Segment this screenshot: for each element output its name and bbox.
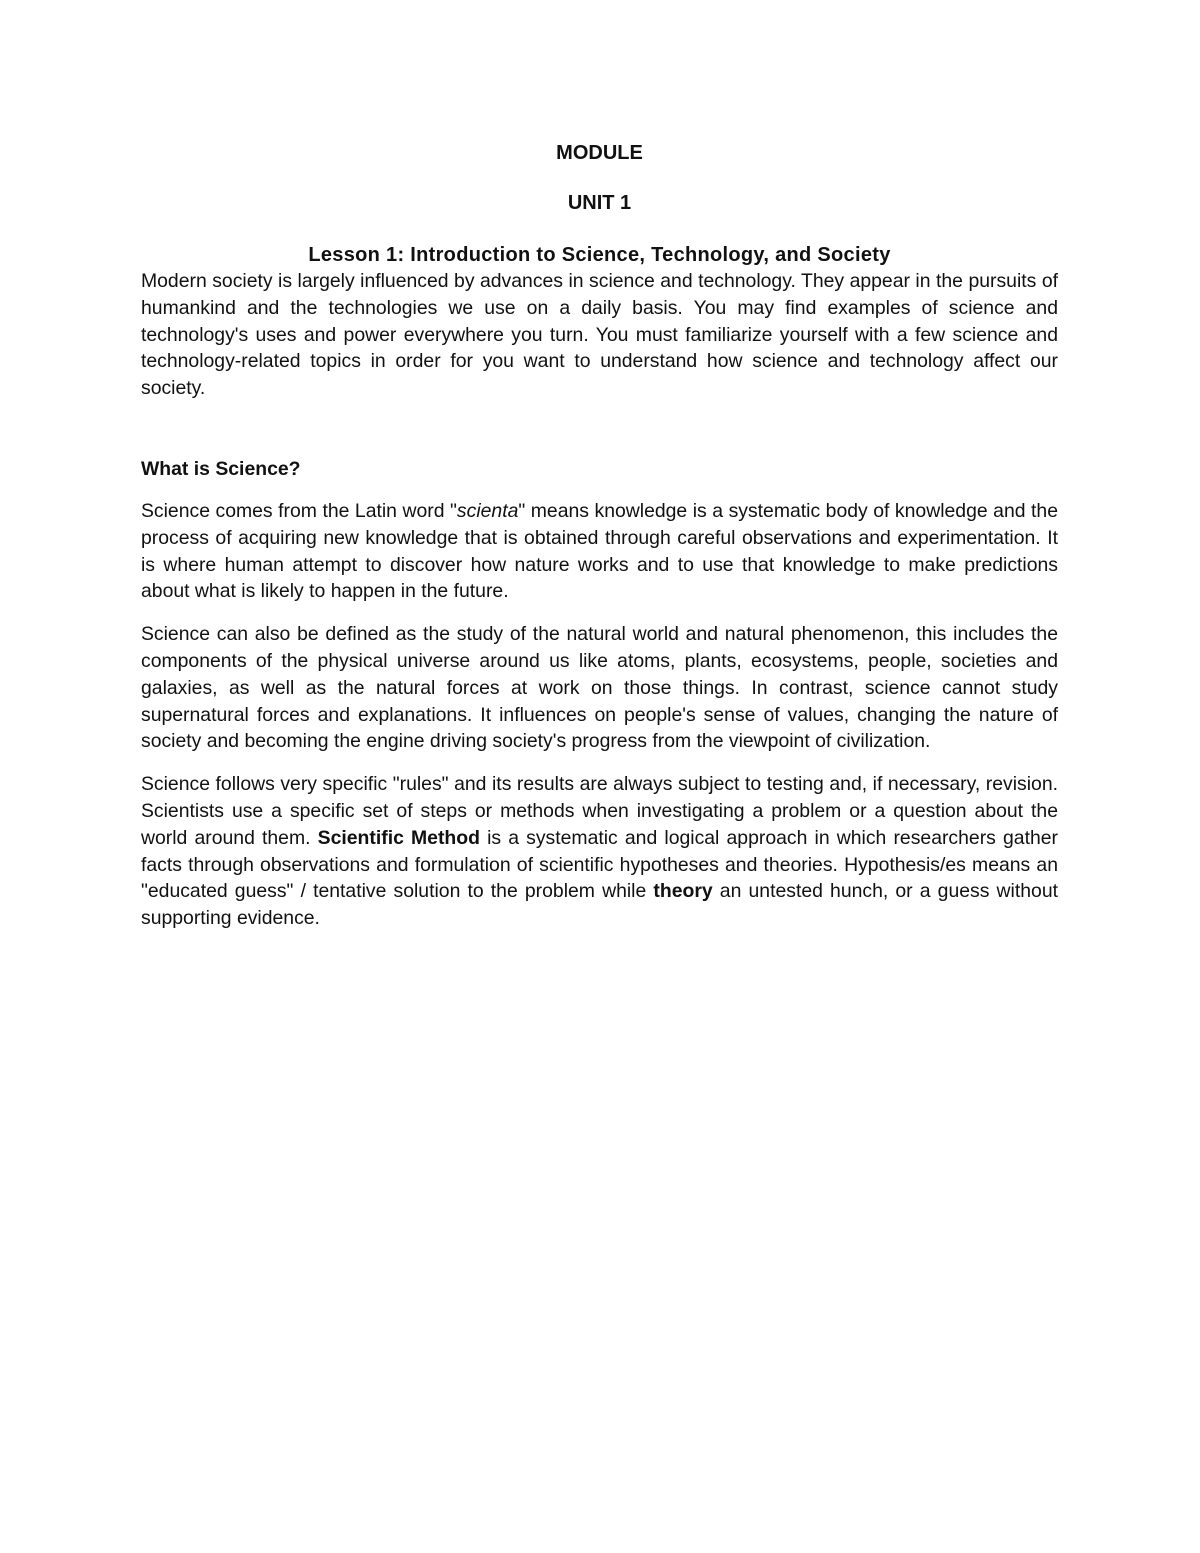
theory-term: theory: [653, 880, 713, 903]
section-heading: What is Science?: [141, 457, 301, 480]
para1-text-start: Science comes from the Latin word ": [141, 499, 457, 522]
scientific-method-paragraph: [141, 771, 1058, 932]
natural-world-paragraph: Science can also be defined as the study of the natural world and natural phenomenon, this includes the components of the physical universe around us like atoms, plants, ecosystems, people, societies and galaxies, as well as the natural forces at work on those things. In contrast, science cannot study supernatural forces and explanations. It influences on people's sense of values, changing the nature of society and becoming the engine driving society's progress from the viewpoint of civilization.: [141, 623, 1058, 753]
para3-text-1: Science follows very specific "rules" and its results are always subject to testing and, if necessary, revision. Scientists use a specific set of steps or methods when investigating a problem or a question about the world around them.: [141, 773, 1058, 849]
science-definition-paragraph: [141, 498, 1058, 605]
latin-term: scienta: [456, 499, 519, 522]
para3-text-2: is a systematic and logical approach in which researchers gather facts through observations and formulation of scientific hypotheses and theories. Hypothesis/es means an "educated guess" / tentative solution to the problem while: [141, 826, 1058, 903]
scientific-method-term: Scientific Method: [317, 826, 480, 849]
module-title: MODULE: [556, 142, 643, 164]
para1-text-end: " means knowledge is a systematic body of knowledge and the process of acquiring new knowledge that is obtained through careful observations and experimentation. It is where human attempt to discover how nature works and to use that knowledge to make predictions about what is likely to happen in the future.: [141, 499, 1058, 603]
para3-text-3: an untested hunch, or a guess without supporting evidence.: [141, 880, 1058, 930]
intro-paragraph: Modern society is largely influenced by advances in science and technology. They appear in the pursuits of humankind and the technologies we use on a daily basis. You may find examples of science and technology's uses and power everywhere you turn. You must familiarize yourself with a few science and technology-related topics in order for you want to understand how science and technology affect our society.: [141, 270, 1058, 400]
document-content: [141, 140, 1058, 932]
lesson-title: Lesson 1: Introduction to Science, Technology, and Society: [308, 244, 891, 266]
unit-title: UNIT 1: [567, 192, 632, 214]
